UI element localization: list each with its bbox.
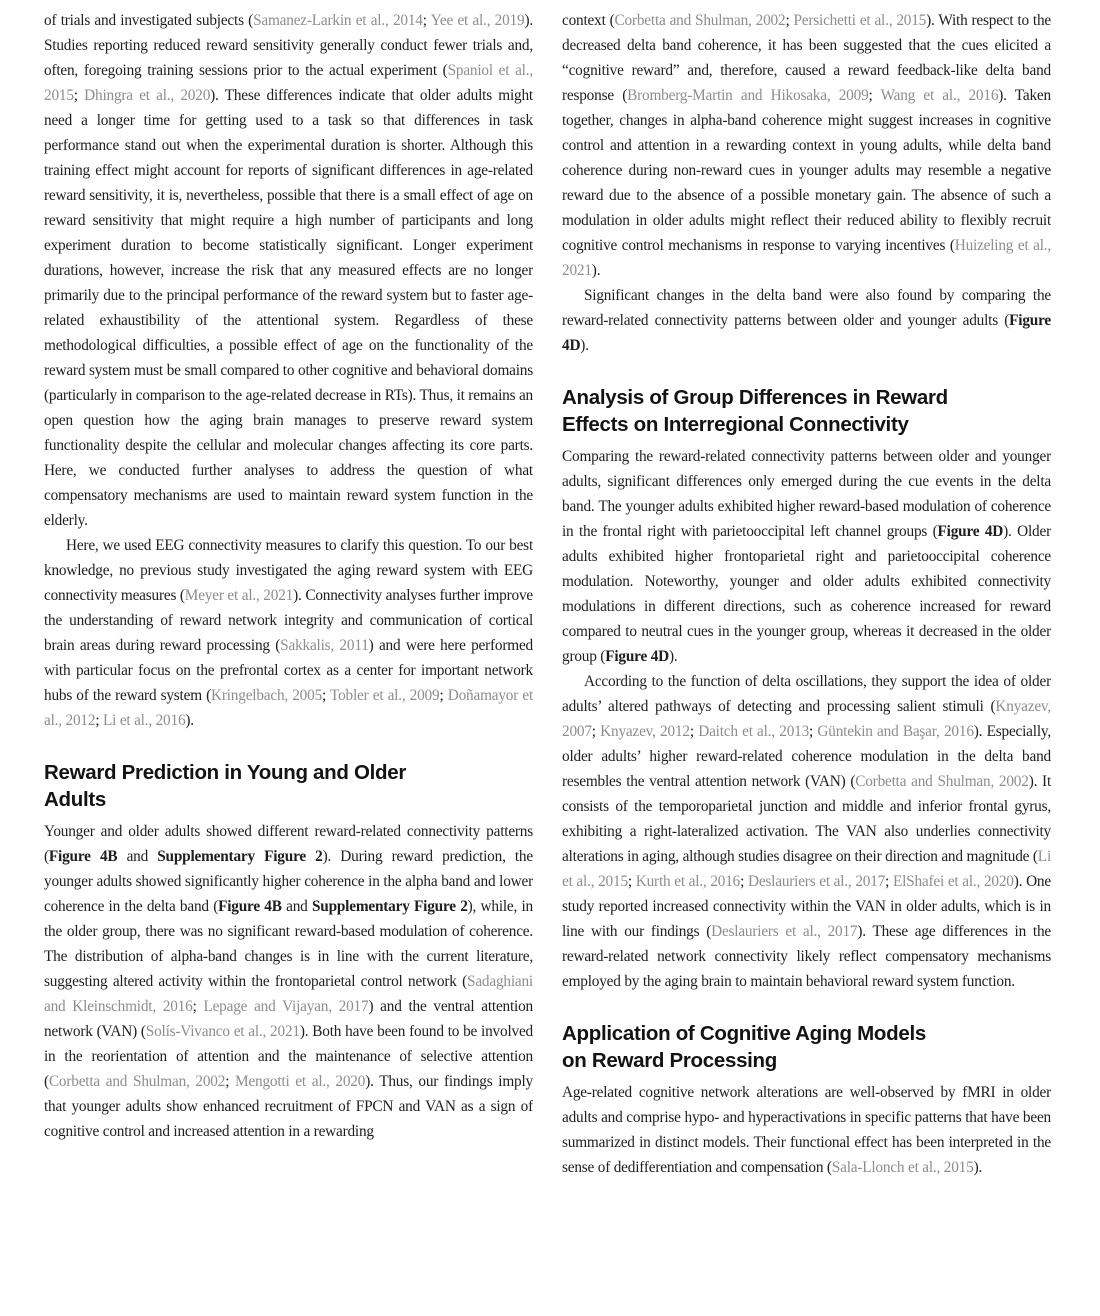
text-run: of trials and investigated subjects (	[44, 12, 254, 29]
text-run: ).	[591, 262, 601, 279]
text-run: ;	[868, 87, 881, 104]
section-heading-line: Adults	[44, 788, 106, 811]
citation-link[interactable]: ElShafei et al., 2020	[892, 873, 1014, 890]
text-run: ;	[192, 998, 204, 1015]
text-run: Age-related cognitive network alterations are well-observed by fMRI in older adults and comprise hypo- and hyperactivations in specific patterns that have been summarized in distinct models. Their functional effect has been interpreted in the sense of dedifferentiation and compensation (	[562, 1084, 1051, 1176]
citation-link[interactable]: Sakkalis, 2011	[280, 637, 369, 654]
figure-reference[interactable]: Figure 4B	[48, 848, 118, 865]
citation-link[interactable]: Knyazev, 2012	[600, 723, 690, 740]
text-run: ;	[591, 723, 601, 740]
citation-link[interactable]: Li et al., 2016	[103, 712, 186, 729]
text-run: and	[281, 898, 312, 915]
text-run: ). Thus, our findings imply that younger adults show enhanced recruitment of FPCN and VAN as a sign of cognitive control and increased attention in a rewarding	[44, 1073, 533, 1140]
text-run: ;	[422, 12, 431, 29]
paragraph	[44, 819, 533, 1144]
citation-link[interactable]: Li et al., 2015	[562, 848, 1051, 890]
paragraph	[562, 1080, 1051, 1180]
citation-link[interactable]: Persichetti et al., 2015	[793, 12, 927, 29]
text-run: ;	[439, 687, 448, 704]
citation-link[interactable]: Sadaghiani and Kleinschmidt, 2016	[44, 973, 533, 1015]
text-run: Here, we used EEG connectivity measures to clarify this question. To our best knowledge, no previous study investigated the aging reward system with EEG connectivity measures (	[44, 537, 533, 604]
citation-link[interactable]: Corbetta and Shulman, 2002	[48, 1073, 226, 1090]
text-run: ). Studies reporting reduced reward sensitivity generally conduct fewer trials and, often, foregoing training sessions prior to the actual experiment (	[44, 12, 533, 79]
text-run: context (	[562, 12, 615, 29]
citation-link[interactable]: Tobler et al., 2009	[330, 687, 440, 704]
text-run: ) and were here performed with particular focus on the prefrontal cortex as a center for important network hubs of the reward system (	[44, 637, 533, 704]
text-run: ). These differences indicate that older adults might need a longer time for getting used to a task so that differences in task performance stand out when the experimental duration is shorter. Although this training effect might account for reports of significant differences in age-related reward sensitivity, it is, nevertheless, possible that there is a small effect of age on reward sensitivity that might require a high number of participants and long experiment duration to become statistically significant. Longer experiment durations, however, increase the risk that any measured effects are no longer primarily due to the principal performance of the reward system but to faster age-related exhaustibility of the attentional system. Regardless of these methodological difficulties, a possible effect of age on the functionality of the reward system must be small compared to other cognitive and behavioral domains (particularly in comparison to the age-related decrease in RTs). Thus, it remains an open question how the aging brain manages to preserve reward system functionality despite the cellular and molecular changes affecting its core parts. Here, we conducted further analyses to address the question of what compensatory mechanisms are used to maintain reward system function in the elderly.	[44, 87, 533, 529]
paragraph	[562, 669, 1051, 994]
text-run: ;	[885, 873, 893, 890]
citation-link[interactable]: Sala-Llonch et al., 2015	[831, 1159, 974, 1176]
citation-link[interactable]: Corbetta and Shulman, 2002	[855, 773, 1029, 790]
section-heading	[562, 1020, 1051, 1074]
section-heading	[44, 759, 533, 813]
citation-link[interactable]: Knyazev, 2007	[562, 698, 1051, 740]
text-run: ). Connectivity analyses further improve the understanding of reward network integrity and communication of cortical brain areas during reward processing (	[44, 587, 533, 654]
text-run: ;	[689, 723, 699, 740]
text-run: ;	[785, 12, 794, 29]
figure-reference[interactable]: Figure 4B	[218, 898, 282, 915]
text-run: ).	[669, 648, 678, 665]
text-run: ). Both have been found to be involved in the reorientation of attention and the maintenance of selective attention (	[44, 1023, 533, 1090]
citation-link[interactable]: Huizeling et al., 2021	[562, 237, 1051, 279]
text-run: ).	[185, 712, 194, 729]
citation-link[interactable]: Deslauriers et al., 2017	[747, 873, 886, 890]
citation-link[interactable]: Samanez-Larkin et al., 2014	[253, 12, 423, 29]
paragraph	[44, 533, 533, 733]
text-run: Younger and older adults showed different reward-related connectivity patterns (	[44, 823, 533, 865]
text-run: According to the function of delta oscillations, they support the idea of older adults’ altered pathways of detecting and processing salient stimuli (	[562, 673, 1051, 715]
text-run: ) and the ventral attention network (VAN) (	[44, 998, 533, 1040]
text-run: ). With respect to the decreased delta band coherence, it has been suggested that the cues elicited a “cognitive reward” and, therefore, caused a reward feedback-like delta band response (	[562, 12, 1051, 104]
section-heading	[562, 384, 1051, 438]
paragraph	[562, 444, 1051, 669]
text-run: ). Especially, older adults’ higher reward-related coherence modulation in the delta band resembles the ventral attention network (VAN) (	[562, 723, 1051, 790]
text-run: ;	[95, 712, 103, 729]
figure-reference[interactable]: Figure 4D	[562, 312, 1051, 354]
section-heading-line: Reward Prediction in Young and Older	[44, 761, 407, 784]
citation-link[interactable]: Solís-Vivanco et al., 2021	[145, 1023, 300, 1040]
citation-link[interactable]: Bromberg-Martin and Hikosaka, 2009	[627, 87, 869, 104]
text-run: ;	[809, 723, 818, 740]
citation-link[interactable]: Doñamayor et al., 2012	[44, 687, 533, 729]
citation-link[interactable]: Wang et al., 2016	[880, 87, 999, 104]
citation-link[interactable]: Corbetta and Shulman, 2002	[614, 12, 786, 29]
text-run: ). These age differences in the reward-related network connectivity likely reflect compensatory mechanisms employed by the aging brain to maintain behavioral reward system function.	[562, 923, 1051, 990]
text-run: ). Taken together, changes in alpha-band coherence might suggest increases in cognitive control and attention in a rewarding context in young adults, while delta band coherence during non-reward cues in younger adults may resemble a negative reward due to the absence of a possible monetary gain. The absence of such a modulation in older adults might reflect their reduced ability to flexibly recruit cognitive control mechanisms in response to varying incentives (	[562, 87, 1051, 254]
paragraph	[562, 8, 1051, 283]
text-run: Significant changes in the delta band were also found by comparing the reward-related connectivity patterns between older and younger adults (	[562, 287, 1051, 329]
text-run: ), while, in the older group, there was no significant reward-based modulation of coherence. The distribution of alpha-band changes is in line with the current literature, suggesting altered activity within the frontoparietal control network (	[44, 898, 533, 990]
section-heading-line: Application of Cognitive Aging Models	[562, 1022, 926, 1045]
text-run: ;	[322, 687, 331, 704]
text-run: ).	[580, 337, 589, 354]
figure-reference[interactable]: Supplementary Figure 2	[311, 898, 468, 915]
citation-link[interactable]: Deslauriers et al., 2017	[711, 923, 858, 940]
section-heading-line: Analysis of Group Differences in Reward	[562, 386, 948, 409]
text-run: ;	[627, 873, 636, 890]
text-run: Comparing the reward-related connectivity patterns between older and younger adults, significant differences only emerged during the cue events in the delta band. The younger adults exhibited higher reward-based modulation of coherence in the frontal right with parietooccipital left channel groups (	[562, 448, 1051, 540]
text-run: ;	[73, 87, 85, 104]
citation-link[interactable]: Güntekin and Başar, 2016	[817, 723, 974, 740]
text-run: ;	[225, 1073, 236, 1090]
citation-link[interactable]: Kringelbach, 2005	[211, 687, 323, 704]
text-run: and	[117, 848, 158, 865]
section-heading-line: Effects on Interregional Connectivity	[562, 413, 909, 436]
paragraph	[562, 283, 1051, 358]
text-column-right	[562, 8, 1051, 1310]
text-run: ). During reward prediction, the younger adults showed significantly higher coherence in the alpha band and lower coherence in the delta band (	[44, 848, 533, 915]
figure-reference[interactable]: Supplementary Figure 2	[157, 848, 323, 865]
text-column-left	[44, 8, 533, 1310]
citation-link[interactable]: Kurth et al., 2016	[635, 873, 741, 890]
citation-link[interactable]: Dhingra et al., 2020	[84, 87, 211, 104]
text-run: ;	[740, 873, 748, 890]
citation-link[interactable]: Meyer et al., 2021	[184, 587, 294, 604]
text-run: ). One study reported increased connectivity within the VAN in older adults, which is in line with our findings (	[562, 873, 1051, 940]
citation-link[interactable]: Daitch et al., 2013	[698, 723, 810, 740]
citation-link[interactable]: Yee et al., 2019	[430, 12, 525, 29]
figure-reference[interactable]: Figure 4D	[937, 523, 1004, 540]
citation-link[interactable]: Spaniol et al., 2015	[44, 62, 533, 104]
citation-link[interactable]: Lepage and Vijayan, 2017	[203, 998, 369, 1015]
section-heading-line: on Reward Processing	[562, 1049, 778, 1072]
paragraph	[44, 8, 533, 533]
figure-reference[interactable]: Figure 4D	[605, 648, 669, 665]
citation-link[interactable]: Mengotti et al., 2020	[235, 1073, 366, 1090]
text-run: ). Older adults exhibited higher frontoparietal right and parietooccipital coherence modulation. Noteworthy, younger and older adults exhibited connectivity modulations in different directions, such as coherence increased for reward compared to neutral cues in the younger group, whereas it decreased in the older group (	[562, 523, 1051, 665]
text-run: ). It consists of the temporoparietal junction and middle and inferior frontal gyrus, exhibiting a right-lateralized activation. The VAN also underlies connectivity alterations in aging, although studies disagree on their direction and magnitude (	[562, 773, 1051, 865]
text-run: ).	[973, 1159, 983, 1176]
